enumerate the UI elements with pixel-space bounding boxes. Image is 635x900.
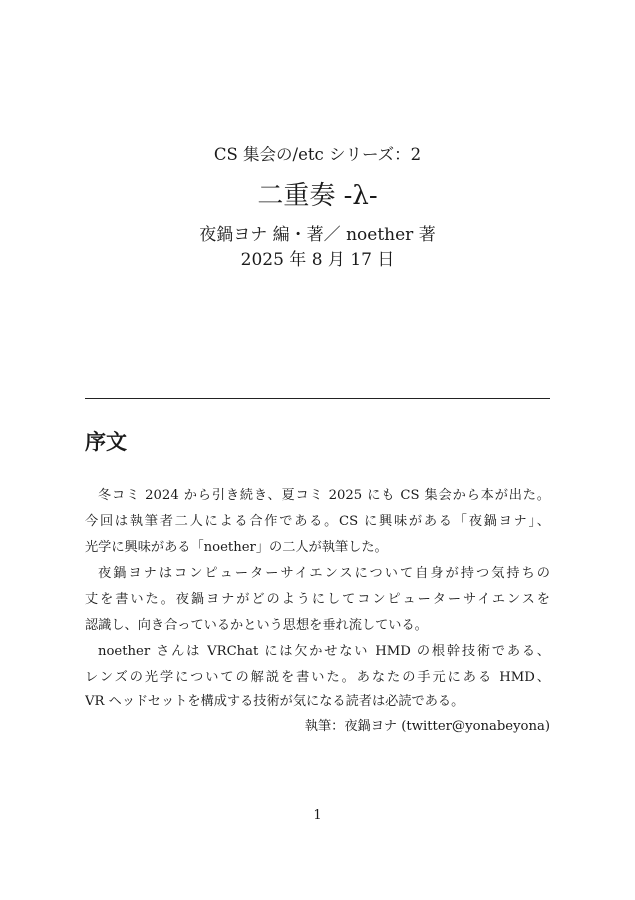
section-heading: 序文: [85, 430, 127, 454]
paragraph-line: 夜鍋ヨナはコンピューターサイエンスについて自身が持つ気持ちの: [98, 566, 550, 581]
series-title: CS 集会の/etc シリーズ：2: [213, 145, 422, 164]
paragraph-line: noether さんは VRChat には欠かせない HMD の根幹技術である、: [98, 644, 550, 659]
horizontal-divider: [85, 398, 550, 399]
author-signature: 執筆：夜鍋ヨナ (twitter@yonabeyona): [304, 719, 550, 734]
paragraph-line: 認識し、向き合っているかという思想を垂れ流している。: [85, 618, 428, 633]
publication-date: 2025 年 8 月 17 日: [240, 250, 395, 270]
paragraph-line: レンズの光学についての解説を書いた。あなたの手元にある HMD、: [85, 670, 550, 685]
authors-line: 夜鍋ヨナ 編・著／ noether 著: [199, 225, 436, 245]
book-title: 二重奏 -λ-: [257, 181, 378, 211]
page-number: 1: [313, 808, 322, 823]
paragraph-line: VR ヘッドセットを構成する技術が気になる読者は必読である。: [85, 694, 465, 709]
paragraph-line: 今回は執筆者二人による合作である。CS に興味がある「夜鍋ヨナ」、: [85, 514, 550, 529]
paragraph-line: 冬コミ 2024 から引き続き、夏コミ 2025 にも CS 集会から本が出た。: [98, 488, 550, 503]
paragraph-line: 光学に興味がある「noether」の二人が執筆した。: [85, 540, 388, 555]
paragraph-line: 丈を書いた。夜鍋ヨナがどのようにしてコンピューターサイエンスを: [85, 592, 550, 607]
